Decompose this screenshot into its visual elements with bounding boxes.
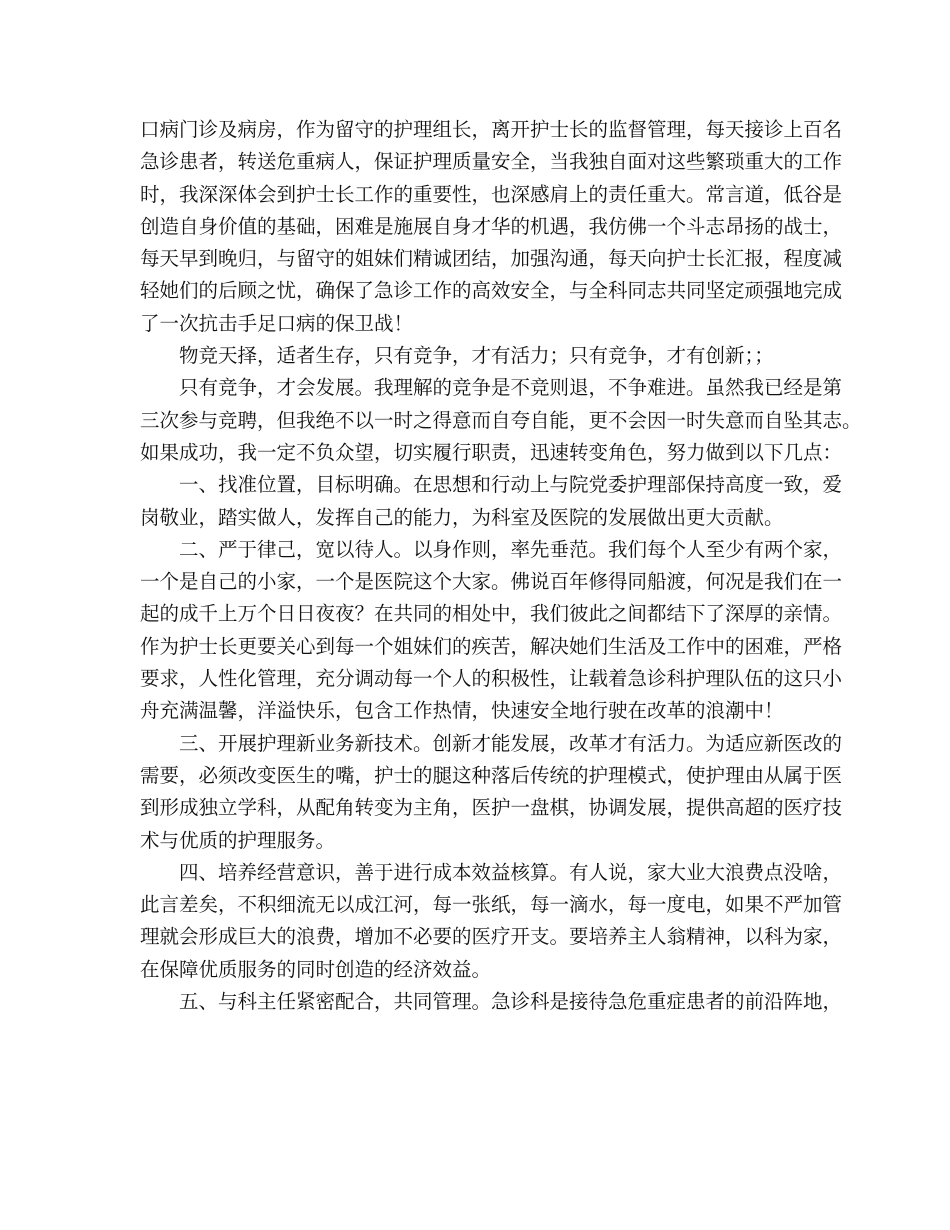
text-line: 四、培养经营意识，善于进行成本效益核算。有人说，家大业大浪费点没啥， — [140, 860, 843, 884]
text-line: 只有竞争，才会发展。我理解的竞争是不竞则退，不争难进。虽然我已经是第 — [140, 376, 843, 400]
text-line: 作为护士长更要关心到每一个姐妹们的疾苦，解决她们生活及工作中的困难，严格 — [140, 634, 843, 658]
text-line: 如果成功，我一定不负众望，切实履行职责，迅速转变角色，努力做到以下几点： — [140, 440, 843, 464]
text-line: 三、开展护理新业务新技术。创新才能发展，改革才有活力。为适应新医改的 — [140, 731, 843, 755]
text-line: 到形成独立学科，从配角转变为主角，医护一盘棋，协调发展，提供高超的医疗技 — [140, 796, 843, 820]
text-line: 舟充满温馨，洋溢快乐，包含工作热情，快速安全地行驶在改革的浪潮中！ — [140, 699, 784, 723]
text-line: 物竞天择，适者生存，只有竞争，才有活力；只有竞争，才有创新；； — [140, 344, 774, 368]
text-line: 术与优质的护理服务。 — [140, 828, 336, 852]
text-line: 口病门诊及病房，作为留守的护理组长，离开护士长的监督管理，每天接诊上百名 — [140, 118, 843, 141]
text-line: 每天早到晚归，与留守的姐妹们精诚团结，加强沟通，每天向护士长汇报，程度减 — [140, 247, 843, 271]
text-line: 创造自身价值的基础，困难是施展自身才华的机遇，我仿佛一个斗志昂扬的战士， — [140, 214, 843, 238]
text-line: 二、严于律己，宽以待人。以身作则，率先垂范。我们每个人至少有两个家， — [140, 537, 843, 561]
text-line: 此言差矣，不积细流无以成江河，每一张纸，每一滴水，每一度电，如果不严加管 — [140, 893, 843, 917]
text-line: 急诊患者，转送危重病人，保证护理质量安全，当我独自面对这些繁琐重大的工作 — [140, 150, 843, 174]
text-line: 了一次抗击手足口病的保卫战！ — [140, 311, 414, 335]
text-line: 五、与科主任紧密配合，共同管理。急诊科是接待急危重症患者的前沿阵地， — [140, 990, 843, 1014]
text-line: 轻她们的后顾之忧，确保了急诊工作的高效安全，与全科同志共同坚定顽强地完成 — [140, 279, 843, 303]
text-line: 一、找准位置，目标明确。在思想和行动上与院党委护理部保持高度一致，爱 — [140, 473, 843, 497]
document-body — [140, 114, 862, 1018]
text-line: 岗敬业，踏实做人，发挥自己的能力，为科室及医院的发展做出更大贡献。 — [140, 505, 784, 529]
text-line: 时，我深深体会到护士长工作的重要性，也深感肩上的责任重大。常言道，低谷是 — [140, 182, 843, 206]
text-line: 在保障优质服务的同时创造的经济效益。 — [140, 957, 492, 981]
text-line: 起的成千上万个日日夜夜？在共同的相处中，我们彼此之间都结下了深厚的亲情。 — [140, 602, 843, 626]
text-line: 一个是自己的小家，一个是医院这个大家。佛说百年修得同船渡，何况是我们在一 — [140, 570, 843, 594]
text-line: 需要，必须改变医生的嘴，护士的腿这种落后传统的护理模式，使护理由从属于医 — [140, 763, 843, 787]
text-line: 理就会形成巨大的浪费，增加不必要的医疗开支。要培养主人翁精神，以科为家， — [140, 925, 843, 949]
text-line: 三次参与竞聘，但我绝不以一时之得意而自夸自能，更不会因一时失意而自坠其志。 — [140, 408, 862, 432]
text-line: 要求，人性化管理，充分调动每一个人的积极性，让载着急诊科护理队伍的这只小 — [140, 667, 843, 691]
